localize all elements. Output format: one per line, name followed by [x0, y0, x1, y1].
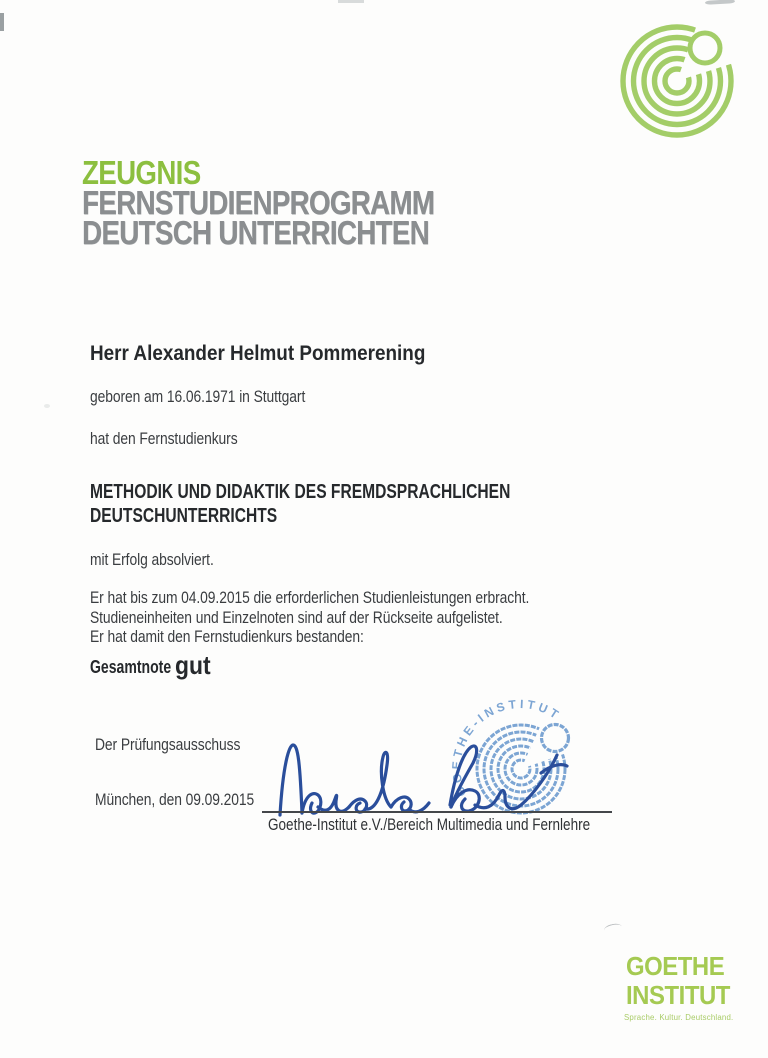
grade-label: Gesamtnote: [90, 657, 172, 677]
recipient-name: Herr Alexander Helmut Pommerening: [90, 342, 426, 365]
course-title-line2: DEUTSCHUNTERRICHTS: [90, 504, 278, 527]
course-intro: hat den Fernstudienkurs: [90, 430, 238, 448]
footer-wordmark-goethe: GOETHE: [626, 951, 725, 981]
signature-caption: Goethe-Institut e.V./Bereich Multimedia und Fernlehre: [268, 816, 591, 834]
scan-artifact: [44, 404, 50, 408]
scan-artifact: [705, 0, 735, 5]
committee-line: Der Prüfungsausschuss: [95, 736, 241, 754]
place-date-line: München, den 09.09.2015: [95, 791, 255, 809]
signature-line: [262, 811, 612, 813]
statement-line2: Studieneinheiten und Einzelnoten sind auf der Rückseite aufgelistet.: [90, 608, 503, 627]
scan-artifact: [603, 922, 622, 935]
title-zeugnis: ZEUGNIS: [82, 154, 201, 191]
course-title-line1: METHODIK UND DIDAKTIK DES FREMDSPRACHLICHEN: [90, 481, 511, 503]
title-deutsch: DEUTSCH UNTERRICHTEN: [82, 214, 429, 251]
footer-wordmark-institut: INSTITUT: [626, 980, 730, 1010]
title-programm: FERNSTUDIENPROGRAMM: [82, 184, 435, 221]
grade-value: gut: [175, 650, 211, 680]
course-title: [90, 481, 510, 528]
document-title: [82, 154, 435, 251]
birth-line: geboren am 16.06.1971 in Stuttgart: [90, 388, 306, 406]
statement-line3: Er hat damit den Fernstudienkurs bestanden:: [90, 628, 364, 646]
statement-line1: Er hat bis zum 04.09.2015 die erforderlichen Studienleistungen erbracht.: [90, 589, 530, 607]
scan-artifact: [338, 0, 364, 3]
result-line: mit Erfolg absolviert.: [90, 551, 214, 569]
stamp-curved-text: GOETHE-INSTITUT: [449, 696, 564, 799]
statement-paragraph: [90, 589, 529, 648]
footer-tagline: Sprache. Kultur. Deutschland.: [624, 1013, 734, 1022]
goethe-institut-logo-icon: [610, 20, 755, 148]
scan-artifact: [0, 13, 4, 31]
